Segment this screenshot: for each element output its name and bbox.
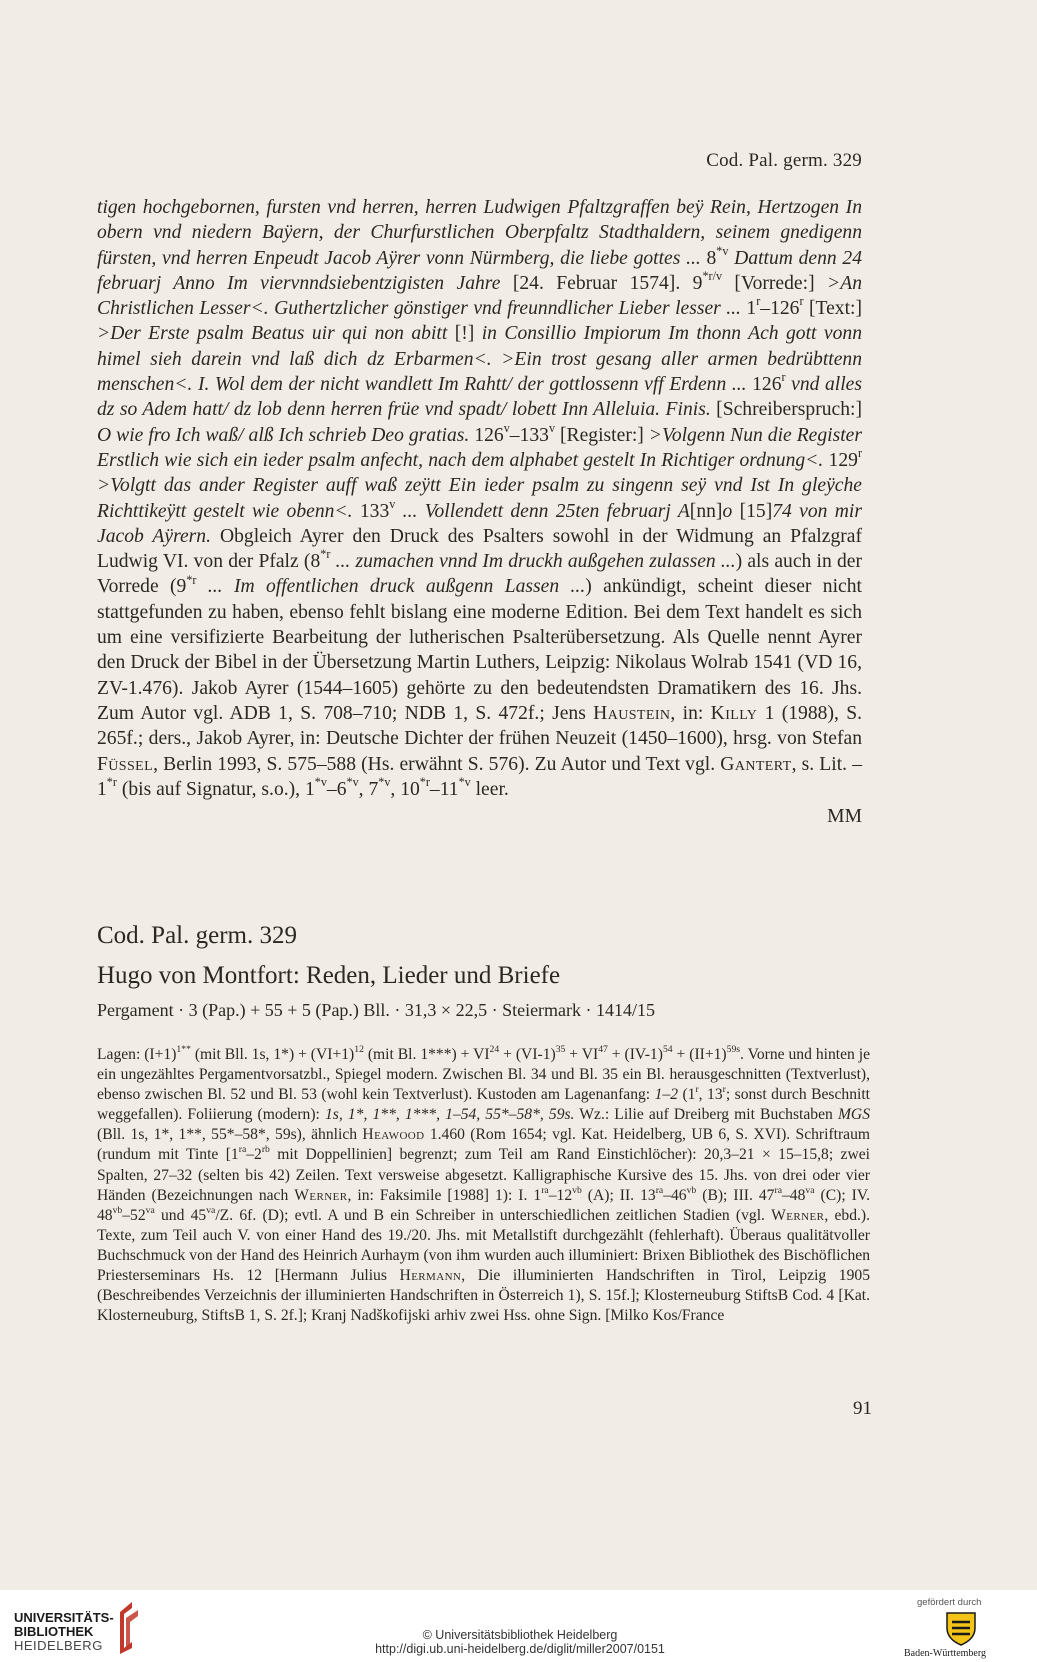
entry-physical-description: Pergament · 3 (Pap.) + 55 + 5 (Pap.) Bll. · 31,3 × 22,5 · Steiermark · 1414/15: [97, 1000, 656, 1020]
library-name-line2: BIBLIOTHEK: [14, 1624, 94, 1639]
funding-label: gefördert durch: [917, 1597, 982, 1608]
page-number: 91: [853, 1398, 872, 1419]
top-paragraph: tigen hochgebornen, fursten vnd herren, herren Ludwigen Pfaltzgraffen beÿ Rein, Hertzogen In obern vnd niedern Baÿern, der Churfurstlichen Oberpfaltz Stadthaldern, seinem gnedigenn fürsten, vnd herren Enpeudt Jacob Aÿrer vonn Nürmberg, die liebe gottes ... 8$^{*v}$ Dattum denn 24 februarj Anno Im viervnndsiebentzigisten Jahre [24. Februar 1574]. $9^{*r/v}$ [Vorrede:] >An Christlichen Lesser<. Guthertzlicher gönstiger vnd freunndlicher Lieber lesser ... 1$^r$–126$^r$ [Text:] >Der Erste psalm Beatus uir qui non abitt [!] in Consillio Impiorum Im thonn Ach gott vonn himel sieh darein vnd laß dich dz Erbarmen<. >Ein trost gesang aller armen bedrübttenn menschen<. I. Wol dem der nicht wandlett Im Rahtt/ der gottlossenn vff Erdenn ... 126$^r$ vnd alles dz so Adem hatt/ dz lob denn herren früe vnd spadt/ lobett Inn Alleluia. Finis. [Schreiberspruch:] O wie fro Ich waß/ alß Ich schrieb Deo gratias. 126$^v$–133$^v$ [Register:] >Volgenn Nun die Register Erstlich wie sich ein ieder psalm anfecht, nach dem alphabet gestelt In Richtiger ordnung<. $129^r$ >Volgtt das ander Register auff waß zeÿtt Ein ieder psalm zu singenn seÿ vnd Ist In gleÿche Richttikeÿtt gestelt wie obenn<. 133$^v$ ... Vollendett denn 25ten februarj A[nn]o [15]74 von mir Jacob Aÿrern. Obgleich Ayrer den Druck des Psalters sowohl in der Widmung an Pfalzgraf Ludwig VI. von der Pfalz (8$^{*r}$ ... zumachen vnnd Im druckh außgehen zulassen ...) als auch in der Vorrede (9$^{*r}$ ... Im offentlichen druck außgenn Lassen ...) ankündigt, scheint dieser nicht stattgefunden zu haben, ebenso fehlt bislang eine moderne Edition. Bei dem Text handelt es sich um eine versifizierte Bearbeitung der lutherischen Psalterübersetzung. Als Quelle nennt Ayrer den Druck der Bibel in der Übersetzung Martin Luthers, Leipzig: Nikolaus Wolrab 1541 (VD 16, ZV-1.476). Jakob Ayrer (1544–1605) gehörte zu den bedeutendsten Dramatikern des 16. Jhs. Zum Autor vgl. ADB 1, S. 708–710; NDB 1, S. 472f.; Jens Haustein, in: Killy 1 (1988), S. 265f.; ders., Jakob Ayrer, in: Deutsche Dichter der frühen Neuzeit (1450–1600), hrsg. von Stefan Füssel, Berlin 1993, S. 575–588 (Hs. erwähnt S. 576). Zu Autor und Text vgl. Gantert, s. Lit. – 1$^{*r}$ (bis auf Signatur, s.o.), 1$^{*v}$–6$^{*v}$, 7$^{*v}$, 10$^{*r}$–11$^{*v}$ leer.: [97, 197, 863, 800]
entry-header: [97, 922, 862, 1021]
coat-of-arms-icon: [944, 1610, 978, 1646]
entry-title: Hugo von Montfort: Reden, Lieder und Briefe: [97, 962, 561, 989]
source-url-link[interactable]: http://digi.ub.uni-heidelberg.de/diglit/miller2007/0151: [375, 1642, 665, 1656]
description-paragraph: Lagen: $(I+1)^{1**}$ (mit Bll. 1s, $1*) + (VI+1)^{12}$ (mit Bl. $1***) + VI^{24} + (VI-1)^{35} + VI^{47} + (IV-1)^{54} + (II+1)^{59s}$. Vorne und hinten je ein ungezähltes Pergamentvorsatzbl., Spiegel modern. Zwischen Bl. 34 und Bl. 35 ein Bl. herausgeschnitten (Textverlust), ebenso zwischen Bl. 52 und Bl. 53 (wohl kein Textverlust). Kustoden am Lagenanfang: 1–2 (1$^r$, 13$^r$; sonst durch Beschnitt weggefallen). Foliierung (modern): 1s, 1*, 1**, 1***, 1–54, 55*–58*, 59s. Wz.: Lilie auf Dreiberg mit Buchstaben MGS (Bll. 1s, 1*, 1**, 55*–58*, 59s), ähnlich Heawood 1.460 (Rom 1654; vgl. Kat. Heidelberg, UB 6, S. XVI). Schriftraum (rundum mit Tinte [$1^{ra}-2^{rb}$ mit Doppellinien] begrenzt; zum Teil am Rand Einstichlöcher): 20,3–21 × 15–15,8; zwei Spalten, 27–32 (selten bis 42) Zeilen. Text versweise abgesetzt. Kalligraphische Kursive des 15. Jhs. von drei oder vier Händen (Bezeichnungen nach Werner, in: Faksimile [1988] 1): I. $1^{ra}-12^{vb}$ (A); II. $13^{ra}-46^{vb}$ (B); III. $47^{ra}-48^{va}$ (C); IV. $48^{vb}-52^{va}$ und $45^{va}/Z$. 6f. (D); evtl. A und B ein Schreiber in unterschiedlichen zeitlichen Stadien (vgl. Werner, ebd.). Texte, zum Teil auch V. von einer Hand des 19./20. Jhs. mit Metallstift durchgezählt (fehlerhaft). Überaus qualitätvoller Buchschmuck von der Hand des Heinrich Aurhaym (von ihm wurden auch illuminiert: Brixen Bibliothek des Bischöflichen Priesterseminars Hs. 12 [Hermann Julius Hermann, Die illuminierten Handschriften in Tirol, Leipzig 1905 (Beschreibendes Verzeichnis der illuminierten Handschriften in Österreich 1), S. 15f.]; Klosterneuburg StiftsB Cod. 4 [Kat. Klosterneuburg, StiftsB 1, S. 2f.]; Kranj Nadškofijski arhiv zwei Hss. ohne Sign. [Milko Kos/France: [97, 1043, 871, 1325]
author-initials: MM: [827, 806, 862, 828]
codicological-description: [97, 1045, 870, 1326]
copyright-text: © Universitätsbibliothek Heidelberg: [422, 1628, 618, 1642]
entry-shelfmark: Cod. Pal. germ. 329: [97, 922, 297, 949]
funder-name: Baden-Württemberg: [904, 1648, 987, 1659]
digitization-footer: [0, 1590, 1037, 1662]
library-name-line3: HEIDELBERG: [14, 1638, 103, 1653]
university-library-logo[interactable]: [14, 1611, 114, 1653]
copyright-notice: [330, 1628, 710, 1656]
running-head: Cod. Pal. germ. 329: [706, 150, 862, 171]
library-name-line1: UNIVERSITÄTS-: [14, 1610, 114, 1625]
top-continuation-text: [97, 195, 862, 829]
library-emblem-icon: [110, 1598, 146, 1654]
